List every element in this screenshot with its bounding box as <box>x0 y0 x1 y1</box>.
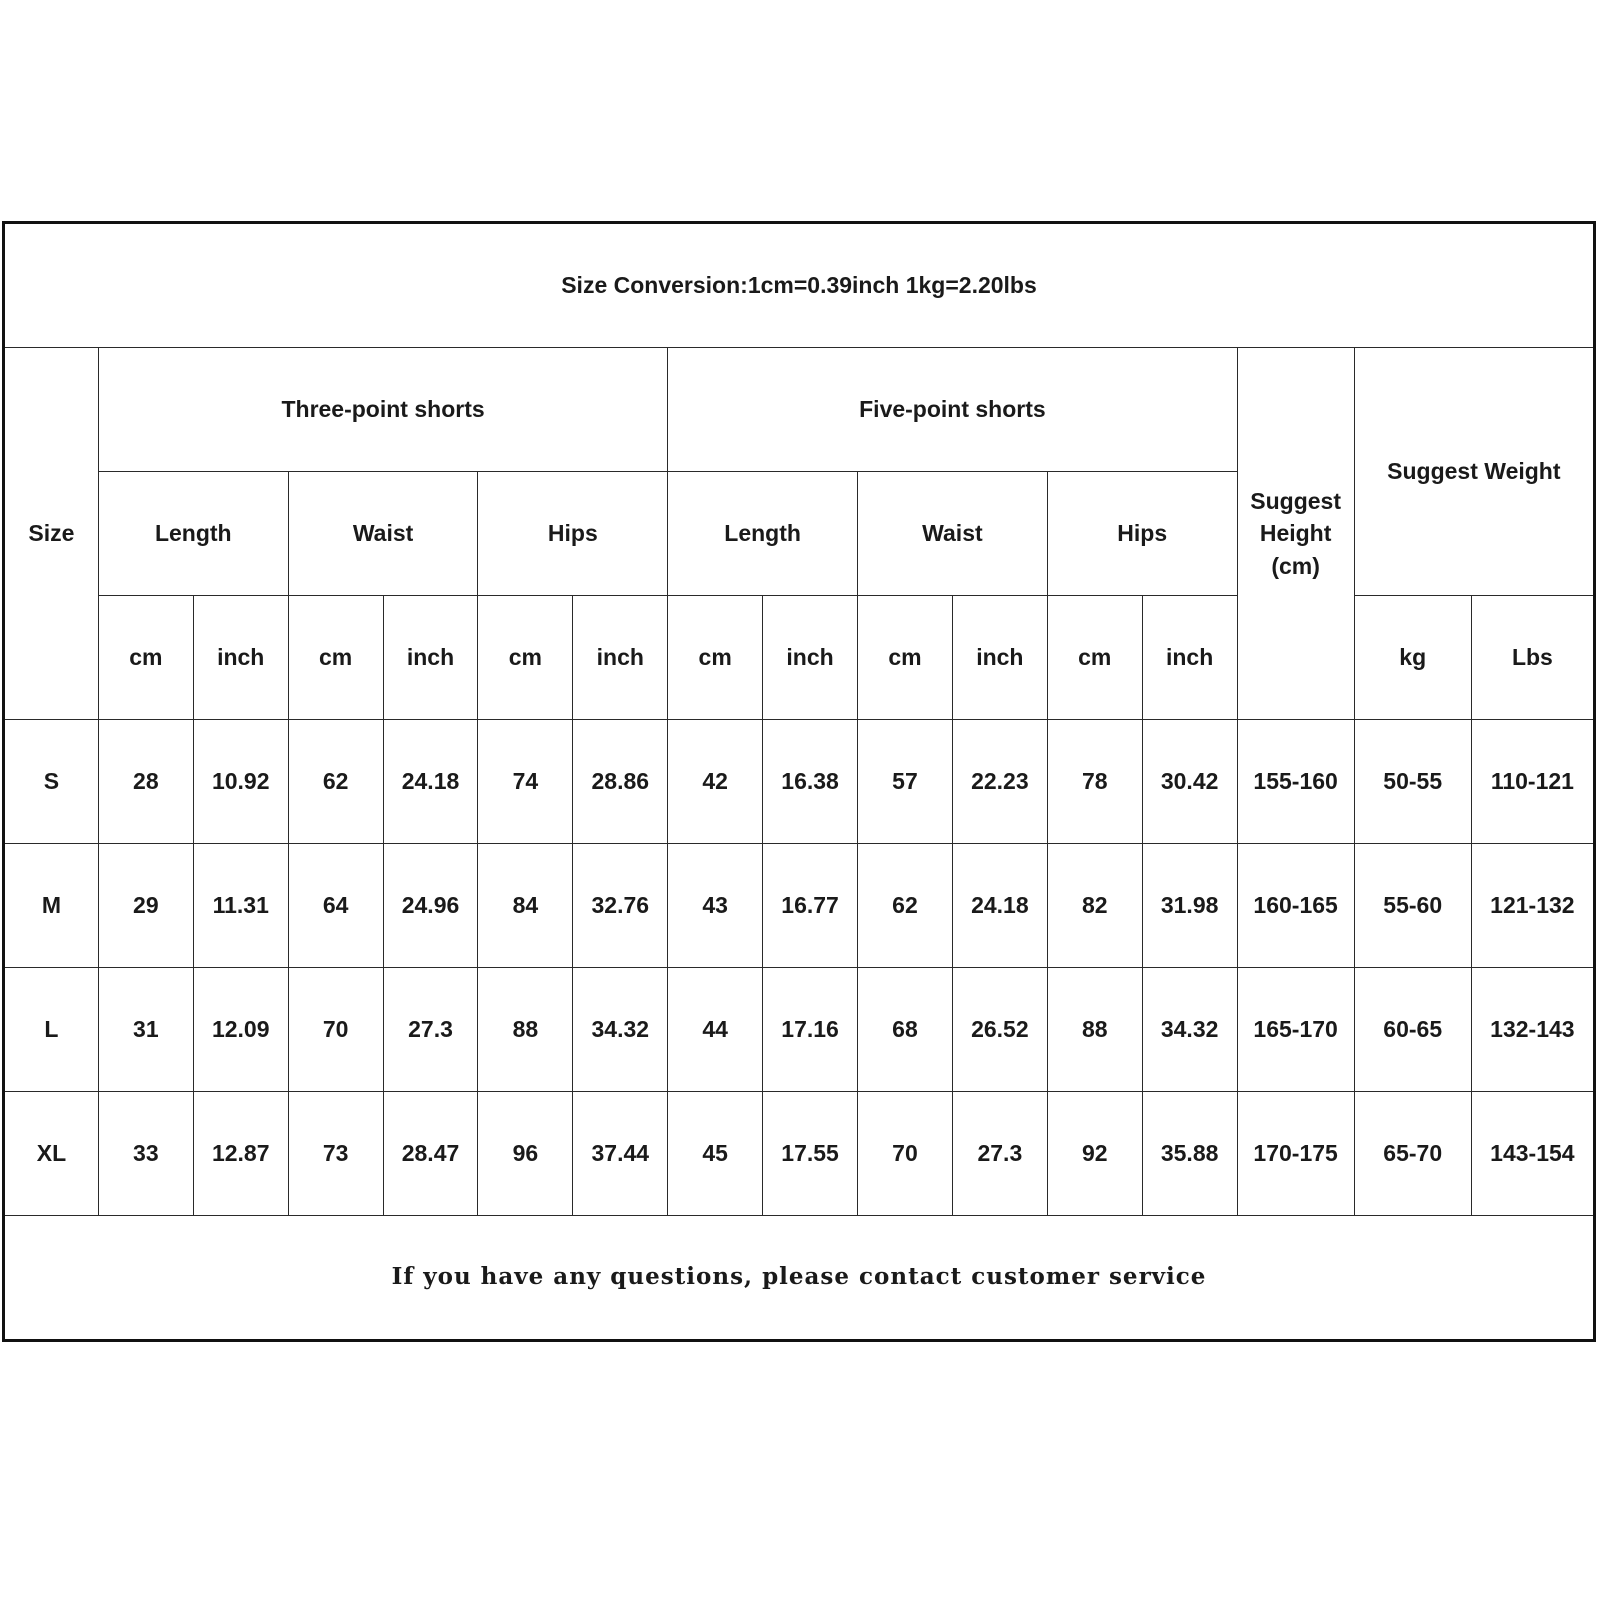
five-point-length-header: Length <box>668 472 858 596</box>
table-cell: 32.76 <box>573 844 668 968</box>
three-point-waist-header: Waist <box>288 472 478 596</box>
table-cell: 88 <box>478 968 573 1092</box>
table-cell: 22.23 <box>952 720 1047 844</box>
size-chart-table <box>2 221 1596 1342</box>
size-cell: M <box>4 844 99 968</box>
table-cell: 92 <box>1047 1092 1142 1216</box>
table-cell: 24.96 <box>383 844 478 968</box>
table-cell: 62 <box>858 844 953 968</box>
table-cell: 88 <box>1047 968 1142 1092</box>
unit-header-inch: inch <box>573 596 668 720</box>
table-cell: 64 <box>288 844 383 968</box>
footer-row <box>4 1216 1595 1341</box>
table-row <box>4 1092 1595 1216</box>
table-cell: 57 <box>858 720 953 844</box>
table-cell: 37.44 <box>573 1092 668 1216</box>
table-cell: 34.32 <box>573 968 668 1092</box>
table-cell: 44 <box>668 968 763 1092</box>
three-point-length-header: Length <box>98 472 288 596</box>
table-cell: 10.92 <box>193 720 288 844</box>
five-point-hips-header: Hips <box>1047 472 1237 596</box>
table-row <box>4 720 1595 844</box>
suggest-height-header <box>1237 348 1354 720</box>
table-cell: 27.3 <box>383 968 478 1092</box>
table-cell: 24.18 <box>952 844 1047 968</box>
table-cell: 28 <box>98 720 193 844</box>
unit-header-cm: cm <box>288 596 383 720</box>
table-cell: 43 <box>668 844 763 968</box>
height-cell: 165-170 <box>1237 968 1354 1092</box>
table-cell: 33 <box>98 1092 193 1216</box>
table-cell: 17.16 <box>763 968 858 1092</box>
table-row <box>4 968 1595 1092</box>
size-cell: L <box>4 968 99 1092</box>
table-cell: 62 <box>288 720 383 844</box>
weight-lbs-cell: 132-143 <box>1471 968 1594 1092</box>
table-cell: 35.88 <box>1142 1092 1237 1216</box>
five-point-shorts-header: Five-point shorts <box>668 348 1237 472</box>
unit-header-inch: inch <box>952 596 1047 720</box>
header-row-groups <box>4 348 1595 472</box>
table-cell: 27.3 <box>952 1092 1047 1216</box>
table-cell: 28.86 <box>573 720 668 844</box>
table-cell: 70 <box>288 968 383 1092</box>
table-cell: 12.09 <box>193 968 288 1092</box>
table-cell: 31 <box>98 968 193 1092</box>
conversion-row <box>4 223 1595 348</box>
unit-header-cm: cm <box>478 596 573 720</box>
table-cell: 74 <box>478 720 573 844</box>
unit-header-lbs: Lbs <box>1471 596 1594 720</box>
suggest-height-line-3: (cm) <box>1271 552 1320 579</box>
weight-kg-cell: 60-65 <box>1354 968 1471 1092</box>
three-point-hips-header: Hips <box>478 472 668 596</box>
table-cell: 11.31 <box>193 844 288 968</box>
weight-kg-cell: 55-60 <box>1354 844 1471 968</box>
table-cell: 96 <box>478 1092 573 1216</box>
table-cell: 84 <box>478 844 573 968</box>
height-cell: 160-165 <box>1237 844 1354 968</box>
table-cell: 34.32 <box>1142 968 1237 1092</box>
table-cell: 29 <box>98 844 193 968</box>
suggest-height-line-2: Height <box>1259 520 1332 547</box>
table-cell: 28.47 <box>383 1092 478 1216</box>
table-cell: 16.77 <box>763 844 858 968</box>
unit-header-inch: inch <box>383 596 478 720</box>
table-cell: 26.52 <box>952 968 1047 1092</box>
table-cell: 70 <box>858 1092 953 1216</box>
height-cell: 170-175 <box>1237 1092 1354 1216</box>
size-cell: S <box>4 720 99 844</box>
table-cell: 17.55 <box>763 1092 858 1216</box>
table-cell: 16.38 <box>763 720 858 844</box>
height-cell: 155-160 <box>1237 720 1354 844</box>
size-cell: XL <box>4 1092 99 1216</box>
customer-service-note: If you have any questions, please contact customer service <box>4 1216 1595 1341</box>
weight-lbs-cell: 143-154 <box>1471 1092 1594 1216</box>
table-cell: 82 <box>1047 844 1142 968</box>
suggest-weight-header: Suggest Weight <box>1354 348 1594 596</box>
unit-header-cm: cm <box>98 596 193 720</box>
weight-kg-cell: 65-70 <box>1354 1092 1471 1216</box>
three-point-shorts-header: Three-point shorts <box>98 348 667 472</box>
weight-kg-cell: 50-55 <box>1354 720 1471 844</box>
unit-header-inch: inch <box>193 596 288 720</box>
five-point-waist-header: Waist <box>858 472 1048 596</box>
unit-header-inch: inch <box>1142 596 1237 720</box>
unit-header-cm: cm <box>858 596 953 720</box>
table-cell: 68 <box>858 968 953 1092</box>
suggest-height-line-1: Suggest <box>1250 488 1341 515</box>
unit-header-inch: inch <box>763 596 858 720</box>
unit-header-cm: cm <box>668 596 763 720</box>
table-cell: 45 <box>668 1092 763 1216</box>
table-cell: 24.18 <box>383 720 478 844</box>
weight-lbs-cell: 110-121 <box>1471 720 1594 844</box>
size-header: Size <box>4 348 99 720</box>
table-cell: 12.87 <box>193 1092 288 1216</box>
table-cell: 30.42 <box>1142 720 1237 844</box>
size-conversion-note: Size Conversion:1cm=0.39inch 1kg=2.20lbs <box>4 223 1595 348</box>
table-cell: 73 <box>288 1092 383 1216</box>
unit-header-kg: kg <box>1354 596 1471 720</box>
table-cell: 31.98 <box>1142 844 1237 968</box>
header-row-units <box>4 596 1595 720</box>
weight-lbs-cell: 121-132 <box>1471 844 1594 968</box>
table-row <box>4 844 1595 968</box>
table-cell: 78 <box>1047 720 1142 844</box>
table-cell: 42 <box>668 720 763 844</box>
unit-header-cm: cm <box>1047 596 1142 720</box>
